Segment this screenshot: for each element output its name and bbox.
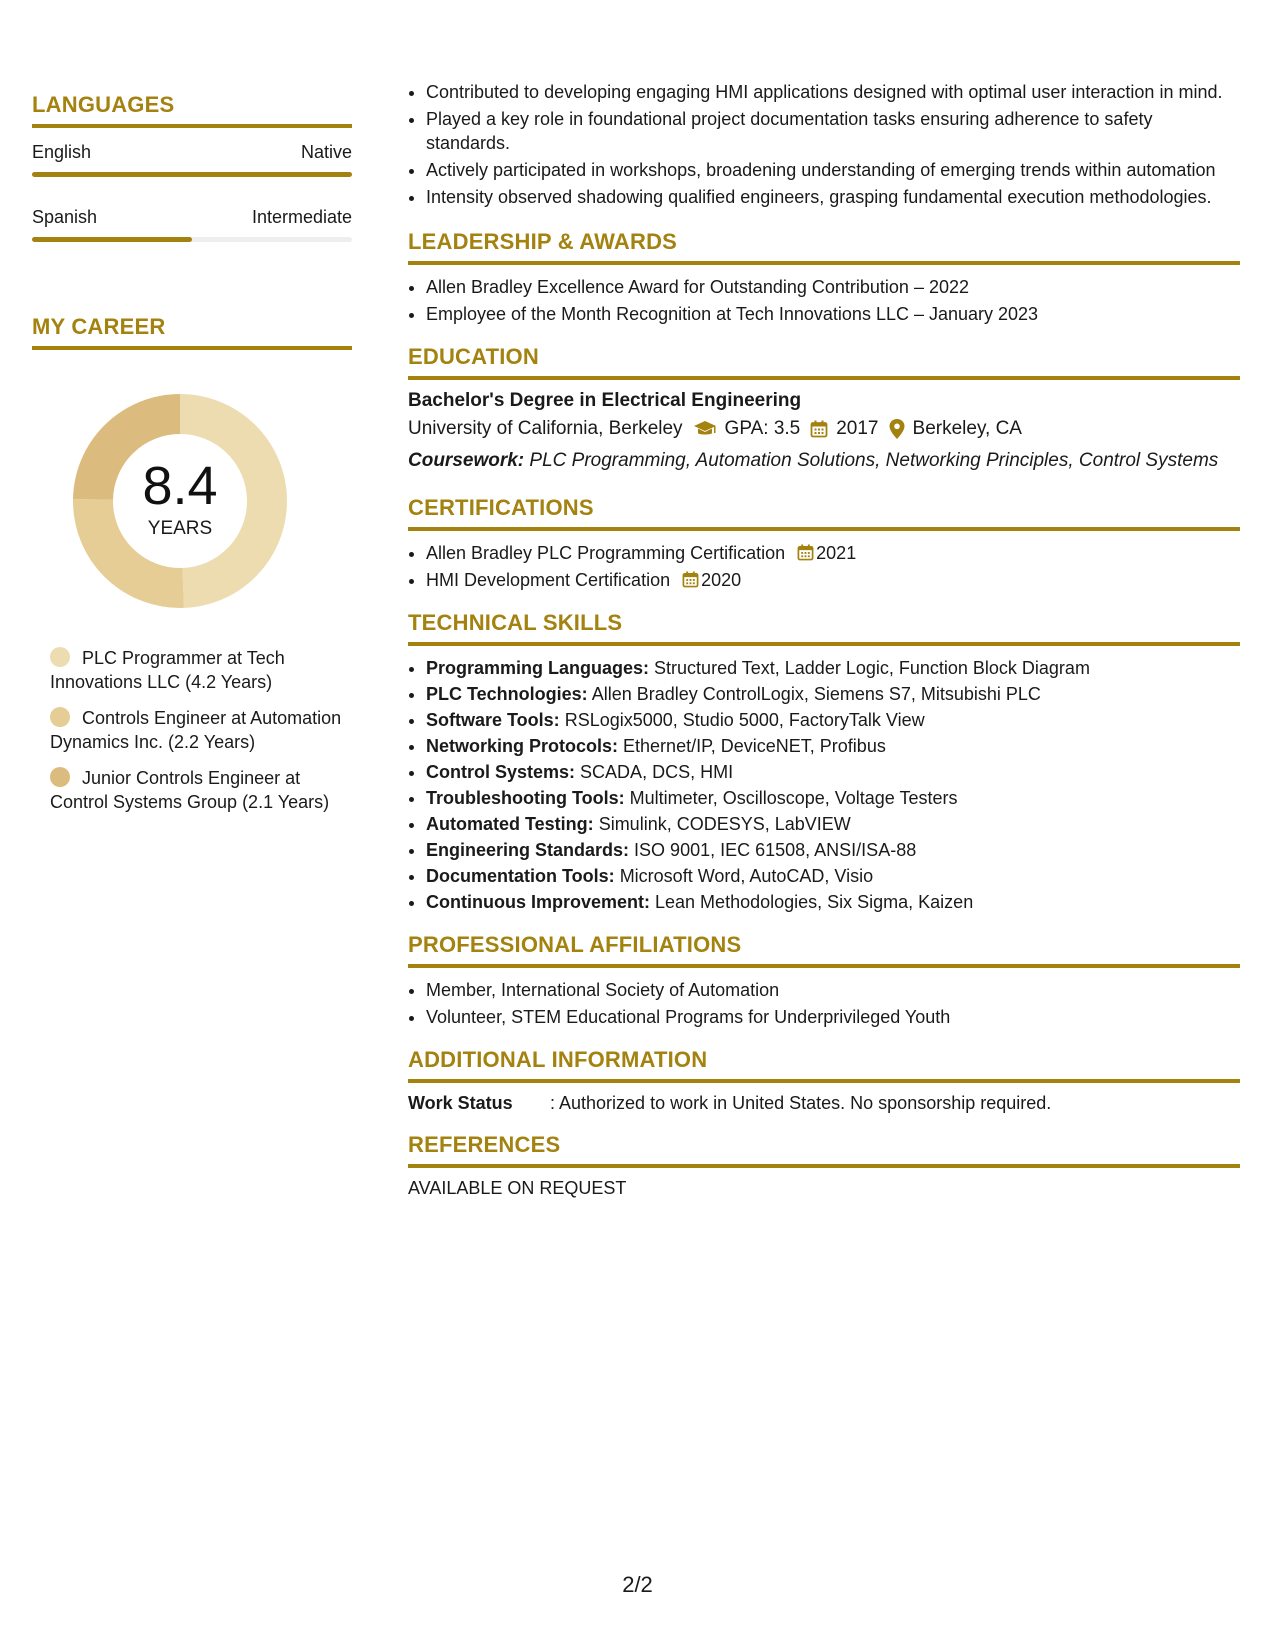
affiliations-title: PROFESSIONAL AFFILIATIONS [408, 932, 742, 957]
career-legend-label: Junior Controls Engineer at Control Systems Group (2.1 Years) [50, 768, 330, 812]
skill-value: ISO 9001, IEC 61508, ANSI/ISA-88 [634, 840, 917, 860]
skills-list [408, 656, 1240, 914]
affiliations-section [408, 932, 1240, 1029]
section-divider [408, 376, 1240, 380]
legend-dot [50, 767, 70, 787]
skill-item [426, 682, 1240, 706]
section-divider [408, 527, 1240, 531]
section-divider [408, 1164, 1240, 1168]
leadership-list [408, 275, 1240, 326]
certification-name: Allen Bradley PLC Programming Certification [426, 543, 786, 563]
skill-label: Control Systems: [426, 762, 576, 782]
graduation-year: 2017 [836, 418, 879, 439]
section-divider [408, 261, 1240, 265]
certifications-section [408, 495, 1240, 592]
education-meta [408, 418, 1240, 440]
language-name: English [32, 142, 92, 162]
calendar-icon [682, 571, 699, 588]
section-divider [408, 964, 1240, 968]
language-proficiency-fill [32, 172, 352, 177]
affiliation-item: • Volunteer, STEM Educational Programs for Underprivileged Youth [426, 1005, 1240, 1029]
career-legend [32, 646, 352, 814]
career-section [32, 314, 352, 814]
skill-value: Allen Bradley ControlLogix, Siemens S7, Mitsubishi PLC [591, 684, 1041, 704]
language-list [32, 142, 352, 242]
certification-item [426, 541, 1240, 565]
skill-label: Documentation Tools: [426, 866, 615, 886]
skill-item [426, 890, 1240, 914]
donut-center [65, 458, 295, 540]
skill-value: Simulink, CODESYS, LabVIEW [598, 814, 851, 834]
skill-value: SCADA, DCS, HMI [580, 762, 734, 782]
award-item: • Employee of the Month Recognition at Tech Innovations LLC – January 2023 [426, 302, 1240, 326]
career-legend-item [50, 646, 352, 694]
skill-item [426, 812, 1240, 836]
right-column [408, 80, 1240, 1199]
skill-item [426, 838, 1240, 862]
coursework-list: PLC Programming, Automation Solutions, Networking Principles, Control Systems [529, 450, 1219, 471]
skill-item [426, 708, 1240, 732]
skill-item [426, 656, 1240, 680]
section-divider [408, 642, 1240, 646]
references-text: AVAILABLE ON REQUEST [408, 1178, 627, 1198]
career-legend-label: PLC Programmer at Tech Innovations LLC (4.2 Years) [50, 648, 285, 692]
education-section [408, 344, 1240, 473]
experience-bullet: • Contributed to developing engaging HMI applications designed with optimal user interaction in mind. [426, 80, 1240, 104]
references-section [408, 1132, 1240, 1199]
skill-label: Engineering Standards: [426, 840, 630, 860]
work-status-row [408, 1093, 1240, 1114]
page-number: 2/2 [622, 1572, 653, 1597]
experience-bullet: • Actively participated in workshops, broadening understanding of emerging trends within automation [426, 158, 1240, 182]
additional-section [408, 1047, 1240, 1114]
certification-year: 2020 [701, 570, 742, 590]
language-name: Spanish [32, 207, 98, 227]
skill-value: Ethernet/IP, DeviceNET, Profibus [623, 736, 886, 756]
award-item: • Allen Bradley Excellence Award for Outstanding Contribution – 2022 [426, 275, 1240, 299]
left-column [32, 92, 352, 826]
language-level: Intermediate [251, 207, 352, 227]
career-legend-item [50, 766, 352, 814]
language-item [32, 142, 352, 177]
school-name: University of California, Berkeley [408, 418, 683, 439]
language-proficiency-bar [32, 172, 352, 177]
skill-item [426, 734, 1240, 758]
language-item [32, 207, 352, 242]
legend-dot [50, 647, 70, 667]
skill-label: Networking Protocols: [426, 736, 619, 756]
language-row [32, 207, 352, 228]
experience-bullet: • Played a key role in foundational project documentation tasks ensuring adherence to safety standards. [426, 107, 1240, 155]
leadership-section [408, 229, 1240, 326]
coursework-label: Coursework: [408, 450, 525, 471]
additional-title: ADDITIONAL INFORMATION [408, 1047, 708, 1072]
calendar-icon [797, 544, 814, 561]
language-row [32, 142, 352, 163]
skill-item [426, 864, 1240, 888]
skill-label: Continuous Improvement: [426, 892, 650, 912]
skill-value: Structured Text, Ladder Logic, Function Block Diagram [654, 658, 1090, 678]
skill-item [426, 760, 1240, 784]
education-title: EDUCATION [408, 344, 539, 369]
legend-dot [50, 707, 70, 727]
graduation-cap-icon [693, 420, 717, 438]
skill-label: PLC Technologies: [426, 684, 588, 704]
language-level: Native [300, 142, 352, 162]
skill-value: Microsoft Word, AutoCAD, Visio [619, 866, 874, 886]
skills-section [408, 610, 1240, 914]
skill-label: Programming Languages: [426, 658, 650, 678]
references-title: REFERENCES [408, 1132, 561, 1157]
languages-section [32, 92, 352, 242]
certification-name: HMI Development Certification [426, 570, 671, 590]
experience-bullet: • Intensity observed shadowing qualified engineers, grasping fundamental execution methodologies. [426, 185, 1240, 209]
education-location: Berkeley, CA [912, 418, 1022, 439]
experience-bullets [408, 80, 1240, 209]
skill-value: Multimeter, Oscilloscope, Voltage Testers [629, 788, 958, 808]
gpa: GPA: 3.5 [724, 418, 801, 439]
career-legend-label: Controls Engineer at Automation Dynamics Inc. (2.2 Years) [50, 708, 342, 752]
languages-title: LANGUAGES [32, 92, 175, 117]
skill-value: Lean Methodologies, Six Sigma, Kaizen [655, 892, 974, 912]
work-status-value: : Authorized to work in United States. No sponsorship required. [550, 1093, 1052, 1113]
certifications-list [408, 541, 1240, 592]
leadership-title: LEADERSHIP & AWARDS [408, 229, 678, 254]
certification-item [426, 568, 1240, 592]
calendar-icon [810, 420, 828, 438]
skills-title: TECHNICAL SKILLS [408, 610, 623, 635]
degree-title: Bachelor's Degree in Electrical Engineering [408, 390, 802, 411]
language-proficiency-fill [32, 237, 192, 242]
career-total-unit: YEARS [147, 518, 213, 539]
section-divider [32, 346, 352, 350]
skill-label: Troubleshooting Tools: [426, 788, 625, 808]
career-total-years: 8.4 [142, 456, 218, 516]
affiliation-item: • Member, International Society of Automation [426, 978, 1240, 1002]
skill-label: Automated Testing: [426, 814, 594, 834]
skill-value: RSLogix5000, Studio 5000, FactoryTalk View [564, 710, 925, 730]
career-donut-chart [65, 386, 295, 616]
career-legend-item [50, 706, 352, 754]
coursework [408, 448, 1240, 473]
location-pin-icon [889, 419, 905, 439]
certification-year: 2021 [816, 543, 857, 563]
skill-item [426, 786, 1240, 810]
section-divider [408, 1079, 1240, 1083]
affiliations-list [408, 978, 1240, 1029]
skill-label: Software Tools: [426, 710, 560, 730]
section-divider [32, 124, 352, 128]
certifications-title: CERTIFICATIONS [408, 495, 594, 520]
work-status-label: Work Status [408, 1093, 513, 1113]
career-title: MY CAREER [32, 314, 166, 339]
language-proficiency-bar [32, 237, 352, 242]
